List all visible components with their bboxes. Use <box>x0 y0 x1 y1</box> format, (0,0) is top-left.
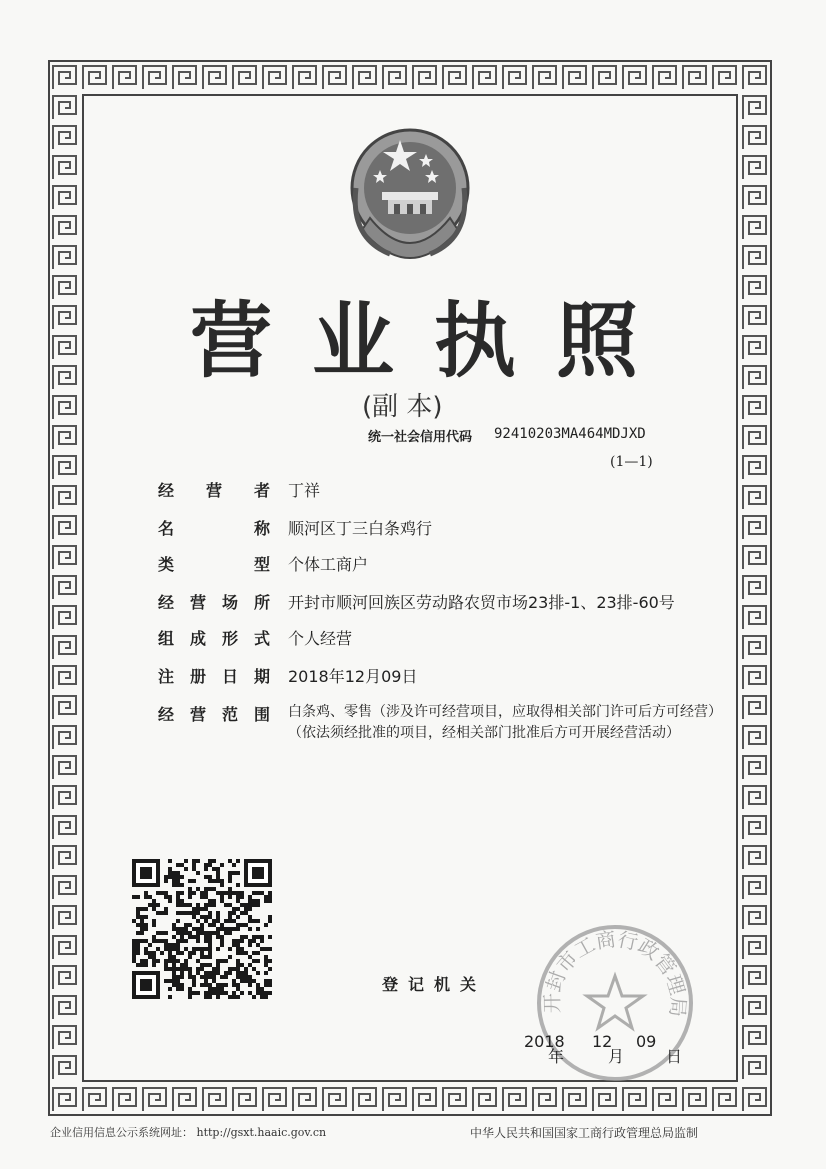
national-emblem-icon <box>340 118 480 270</box>
field-label-reg-date <box>158 664 270 687</box>
svg-text:开封市工商行政管理局顺河 <box>530 918 691 1018</box>
field-label-form <box>158 626 270 649</box>
issue-day: 09 <box>636 1032 657 1051</box>
label-char: 场 <box>221 593 238 612</box>
fret-border-right <box>740 92 770 1084</box>
label-char: 围 <box>253 705 270 724</box>
field-value-reg-date: 2018年12月09日 <box>288 667 418 686</box>
field-value-form: 个人经营 <box>288 629 353 648</box>
label-char: 称 <box>253 519 270 538</box>
field-label-name <box>158 516 270 539</box>
field-value-type: 个体工商户 <box>288 555 369 574</box>
field-value-scope <box>288 702 748 744</box>
qr-code[interactable] <box>132 858 272 1000</box>
field-value-operator: 丁祥 <box>288 481 321 500</box>
fret-border-left <box>50 92 80 1084</box>
label-char: 注 <box>158 667 175 686</box>
label-char: 期 <box>253 667 270 686</box>
year-unit: 年 <box>548 1047 565 1066</box>
label-char: 册 <box>189 667 206 686</box>
label-char: 者 <box>253 481 270 500</box>
credit-code-label: 统一社会信用代码 <box>368 430 473 445</box>
label-char: 经 <box>158 481 175 500</box>
field-label-premises <box>158 590 270 613</box>
seal-text: 开封市工商行政管理局 <box>539 926 691 1018</box>
field-label-scope <box>158 702 270 725</box>
scope-line-2: （依法须经批准的项目，经相关部门批准后方可开展经营活动） <box>288 725 680 741</box>
label-char: 营 <box>189 705 206 724</box>
label-char: 成 <box>189 629 206 648</box>
label-char: 组 <box>158 629 175 648</box>
scope-line-1: 白条鸡、零售（涉及许可经营项目，应取得相关部门许可后方可经营） <box>288 704 722 720</box>
license-title: 营业执照 <box>190 294 679 389</box>
label-char: 类 <box>158 555 175 574</box>
label-char: 经 <box>158 593 175 612</box>
footer-website-note: 企业信用信息公示系统网址： http://gsxt.haaic.gov.cn <box>50 1126 327 1139</box>
label-char: 型 <box>253 555 270 574</box>
field-value-premises: 开封市顺河回族区劳动路农贸市场23排-1、23排-60号 <box>288 593 675 612</box>
fret-border-top <box>50 62 770 92</box>
label-char: 式 <box>253 629 270 648</box>
day-unit: 日 <box>666 1047 683 1066</box>
registration-authority-label: 登记机关 <box>382 975 487 994</box>
label-char: 营 <box>189 593 206 612</box>
copy-type-label: (副 本) <box>362 392 443 422</box>
field-value-name: 顺河区丁三白条鸡行 <box>288 519 433 538</box>
credit-code-value: 92410203MA464MDJXD <box>494 426 646 442</box>
label-char: 经 <box>158 705 175 724</box>
label-char: 营 <box>205 481 222 500</box>
label-char: 范 <box>221 705 238 724</box>
month-unit: 月 <box>608 1047 625 1066</box>
label-char: 名 <box>158 519 175 538</box>
issue-year: 2018 <box>524 1032 565 1051</box>
label-char: 日 <box>221 667 238 686</box>
copy-number: (1—1) <box>610 454 653 470</box>
footer-supervisor: 中华人民共和国国家工商行政管理总局监制 <box>470 1126 699 1140</box>
label-char: 所 <box>253 593 270 612</box>
issue-month: 12 <box>592 1032 613 1051</box>
label-char: 形 <box>221 629 238 648</box>
fret-border-bottom <box>50 1084 770 1114</box>
field-label-type <box>158 552 270 575</box>
field-label-operator <box>158 478 270 501</box>
